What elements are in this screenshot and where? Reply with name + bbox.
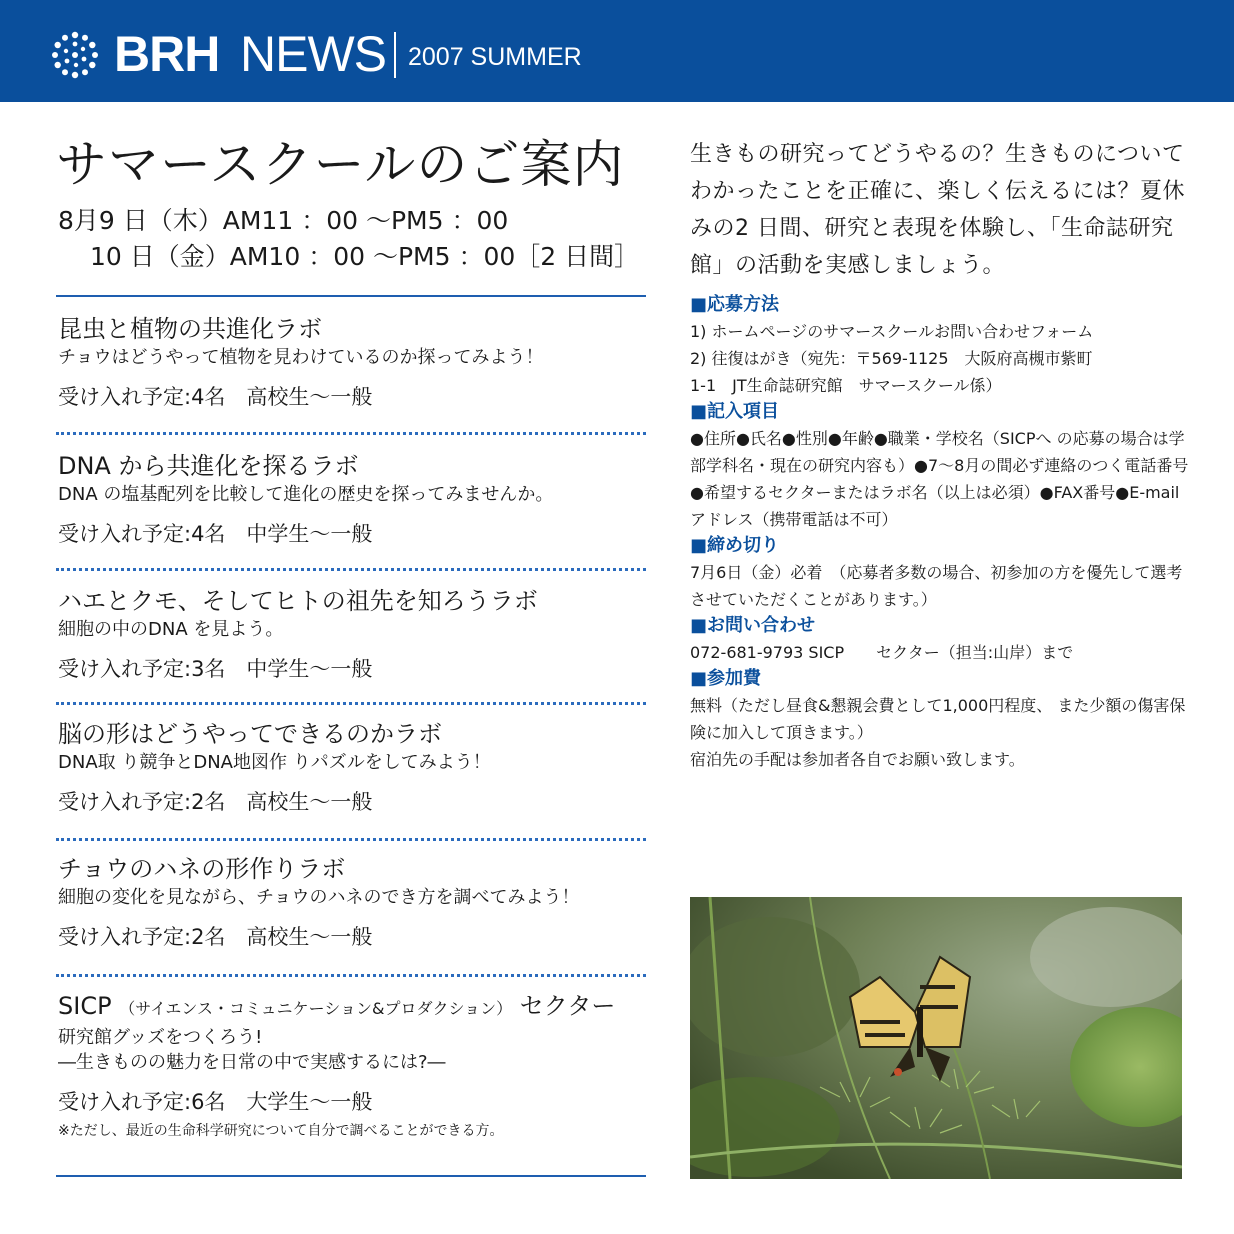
lab-entry-4	[58, 718, 658, 817]
section-heading-fields: ■記入項目	[690, 401, 780, 422]
lab-title: チョウのハネの形作りラボ	[58, 855, 346, 883]
sicp-title-end: セクター	[519, 992, 616, 1020]
date-line-1: 8月9 日（木）AM11 ：00 〜PM5 ：00	[58, 206, 509, 235]
lab-entry-1	[58, 313, 658, 412]
intro-text: 生きもの研究ってどうやるの？生きものについてわかったことを正確に、楽しく伝えるには？夏休みの2 日間、研究と表現を体験し、「生命誌研究館」の活動を実感しましょう。	[690, 142, 1186, 278]
lab-capacity: 受け入れ予定:6名 大学生〜一般	[58, 1090, 373, 1114]
lab-note: ※ただし、最近の生命科学研究について自分で調べることができる方。	[58, 1123, 504, 1139]
lab-title: DNA から共進化を探るラボ	[58, 452, 359, 480]
section-heading-apply: ■応募方法	[690, 294, 780, 315]
dotted-divider	[56, 974, 646, 977]
apply-line: 1) ホームページのサマースクールお問い合わせフォーム	[690, 322, 1094, 341]
lab-title	[58, 990, 658, 1025]
fields-text: ●住所●氏名●性別●年齢●職業・学校名（SICPへ の応募の場合は学部学科名・現在の研究内容も）●7〜8月の間必ず連絡のつく電話番号●希望するセクターまたはラボ名（以上は必須）●FAX番号●E-mail アドレス（携帯電話は不可）	[690, 429, 1189, 529]
dotted-divider	[56, 702, 646, 705]
lab-capacity: 受け入れ予定:4名 中学生〜一般	[58, 522, 373, 546]
section-heading-contact: ■お問い合わせ	[690, 615, 816, 636]
apply-line: 1-1 JT生命誌研究館 サマースクール係）	[690, 376, 1002, 395]
fee-text-lodging: 宿泊先の手配は参加者各自でお願い致します。	[690, 750, 1025, 769]
sicp-title-sub: （サイエンス・コミュニケーション&プロダクション）	[119, 999, 513, 1018]
lab-capacity: 受け入れ予定:3名 中学生〜一般	[58, 657, 373, 681]
deadline-text: 7月6日（金）必着 （応募者多数の場合、初参加の方を優先して選考させていただくことがあります。）	[690, 563, 1183, 609]
dotted-divider	[56, 838, 646, 841]
top-divider	[56, 295, 646, 297]
issue-label: 2007 SUMMER	[408, 43, 582, 71]
brand-name-light: NEWS	[240, 26, 386, 82]
butterfly-image-icon	[690, 897, 1182, 1179]
contact-text: 072-681-9793 SICP セクター（担当:山岸）まで	[690, 643, 1074, 662]
lab-entry-2	[58, 450, 658, 549]
lab-entry-5	[58, 853, 658, 952]
brand-name-bold: BRH	[114, 26, 220, 82]
brand-divider	[394, 32, 396, 78]
lab-description: ―生きものの魅力を日常の中で実感するには?―	[58, 1052, 446, 1073]
info-panel	[690, 292, 1190, 773]
lab-entry-sicp	[58, 990, 658, 1141]
date-line-2: 10 日（金）AM10 ：00 〜PM5 ：00［2 日間］	[90, 242, 640, 271]
dotted-divider	[56, 568, 646, 571]
lab-entry-3	[58, 585, 658, 684]
lab-description: DNA の塩基配列を比較して進化の歴史を探ってみませんか。	[58, 484, 554, 505]
header-band	[0, 0, 1234, 102]
lab-description: 細胞の中のDNA を見よう。	[58, 619, 284, 640]
section-heading-deadline: ■締め切り	[690, 535, 780, 556]
lab-description: チョウはどうやって植物を見わけているのか探ってみよう！	[58, 347, 544, 368]
section-heading-fee: ■参加費	[690, 668, 762, 689]
dotted-divider	[56, 432, 646, 435]
butterfly-photo	[690, 897, 1182, 1179]
apply-line: 2) 往復はがき（宛先：〒569-1125 大阪府高槻市紫町	[690, 349, 1093, 368]
lab-description: 細胞の変化を見ながら、チョウのハネのでき方を調べてみよう！	[58, 887, 580, 908]
lab-capacity: 受け入れ予定:2名 高校生〜一般	[58, 925, 373, 949]
sicp-title-main: SICP	[58, 992, 112, 1020]
lab-title: 脳の形はどうやってできるのかラボ	[58, 720, 442, 748]
page-title: サマースクールのご案内	[56, 136, 625, 195]
lab-capacity: 受け入れ予定:4名 高校生〜一般	[58, 385, 373, 409]
bottom-divider	[56, 1175, 646, 1177]
lab-description: DNA取 り競争とDNA地図作 りパズルをしてみよう！	[58, 752, 491, 773]
lab-title: 昆虫と植物の共進化ラボ	[58, 315, 322, 343]
fee-text: 無料（ただし昼食&懇親会費として1,000円程度、 また少額の傷害保険に加入して頂きます。）	[690, 696, 1186, 742]
lab-title: ハエとクモ、そしてヒトの祖先を知ろうラボ	[58, 587, 538, 615]
lab-capacity: 受け入れ予定:2名 高校生〜一般	[58, 790, 373, 814]
brh-logo-icon	[50, 30, 100, 80]
lab-description: 研究館グッズをつくろう!	[58, 1027, 263, 1048]
